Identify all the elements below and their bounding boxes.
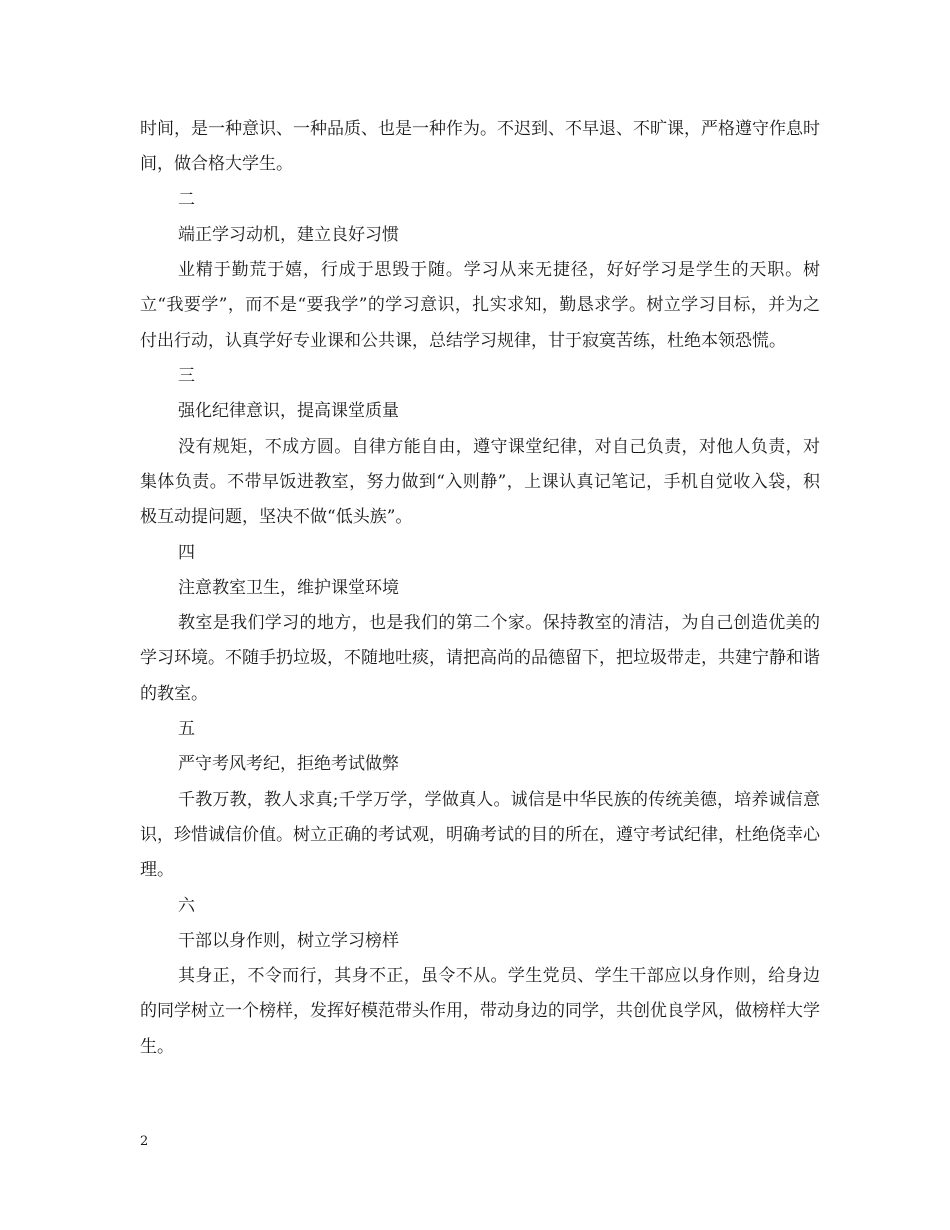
section-number-four: 四 xyxy=(178,542,195,563)
section-heading-discipline: 强化纪律意识，提高课堂质量 xyxy=(178,401,399,422)
paragraph-classroom-hygiene: 教室是我们学习的地方，也是我们的第二个家。保持教室的清洁，为自己创造优美的学习环境。不随手扔垃圾，不随地吐痰，请把高尚的品德留下，把垃圾带走，共建宁静和谐的教室。 xyxy=(140,613,820,704)
section-number-six: 六 xyxy=(178,895,195,916)
paragraph-study-motivation: 业精于勤荒于嬉，行成于思毁于随。学习从来无捷径，好好学习是学生的天职。树立“我要学”，而不是“要我学”的学习意识，扎实求知，勤恳求学。树立学习目标，并为之付出行动，认真学好专业课和公共课，总结学习规律，甘于寂寞苦练，杜绝本领恐慌。 xyxy=(140,260,820,351)
page-number: 2 xyxy=(140,1134,149,1149)
document-body xyxy=(140,112,820,1065)
section-heading-classroom-hygiene: 注意教室卫生，维护课堂环境 xyxy=(178,577,399,598)
section-number-two: 二 xyxy=(178,189,195,210)
section-heading-study-motivation: 端正学习动机，建立良好习惯 xyxy=(178,224,399,245)
paragraph-discipline: 没有规矩，不成方圆。自律方能自由，遵守课堂纪律，对自己负责，对他人负责，对集体负责。不带早饭进教室，努力做到“入则静”，上课认真记笔记，手机自觉收入袋，积极互动提问题，坚决不做“低头族”。 xyxy=(140,436,820,528)
paragraph-exam-integrity: 千教万教，教人求真;千学万学，学做真人。诚信是中华民族的传统美德，培养诚信意识，珍惜诚信价值。树立正确的考试观，明确考试的目的所在，遵守考试纪律，杜绝侥幸心理。 xyxy=(140,789,820,881)
section-number-five: 五 xyxy=(178,719,195,740)
section-heading-exam-integrity: 严守考风考纪，拒绝考试做弊 xyxy=(178,754,399,775)
paragraph-role-models: 其身正，不令而行，其身不正，虽令不从。学生党员、学生干部应以身作则，给身边的同学树立一个榜样，发挥好模范带头作用，带动身边的同学，共创优良学风，做榜样大学生。 xyxy=(140,966,820,1057)
paragraph-time-discipline: 时间，是一种意识、一种品质、也是一种作为。不迟到、不早退、不旷课，严格遵守作息时间，做合格大学生。 xyxy=(140,119,820,175)
section-number-three: 三 xyxy=(178,366,195,387)
section-heading-role-models: 干部以身作则，树立学习榜样 xyxy=(178,930,399,951)
